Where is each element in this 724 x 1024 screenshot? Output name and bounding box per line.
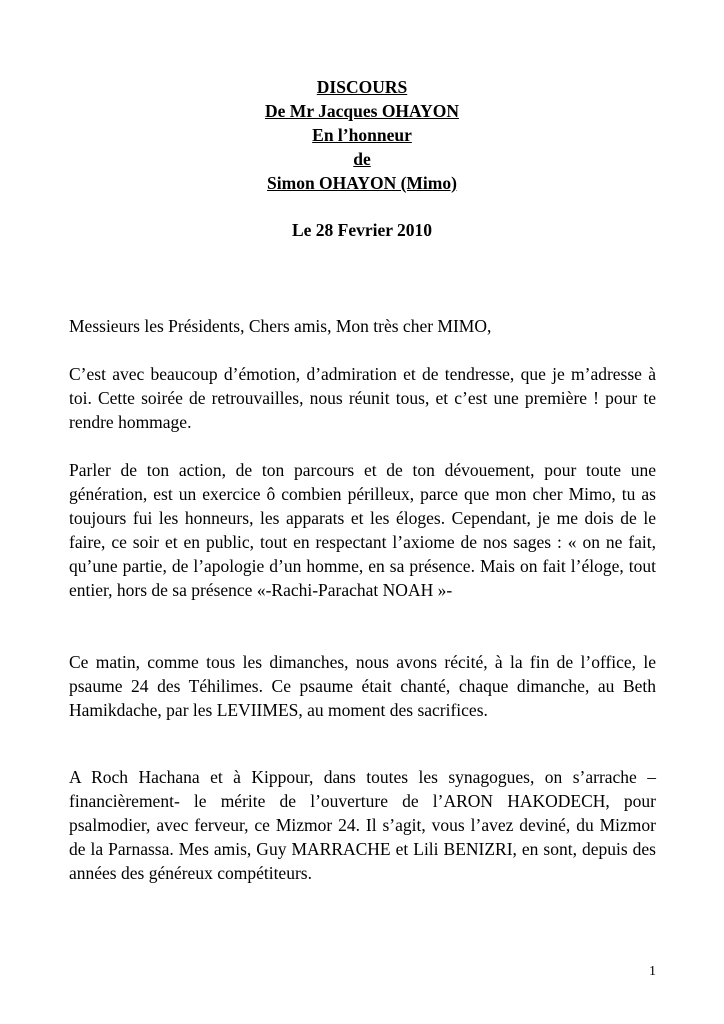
paragraph-text: Parler de ton action, de ton parcours et de ton dévouement, pour toute une génération, est un exercice ô combien périlleux, parce que mon cher Mimo, tu as toujours fui les honneurs, les apparats et les éloges. Cependant, je me dois de le faire, ce soir et en public, tout en respectant l’axiome de nos sages : « on ne fait, qu’une partie, de l’apologie d’un homme, en sa présence. Mais on fait l’éloge, tout entier, hors de sa présence «-Rachi-Parachat NOAH »- (69, 460, 656, 600)
page-number: 1 (649, 964, 656, 979)
paragraph-roch-hachana (69, 765, 656, 885)
title-line-discours: DISCOURS (316, 77, 408, 97)
paragraph-text: Ce matin, comme tous les dimanches, nous avons récité, à la fin de l’office, le psaume 24 des Téhilimes. Ce psaume était chanté, chaque dimanche, au Beth Hamikdache, par les LEVIIMES, au moment des sacrifices. (69, 652, 656, 720)
paragraph-psalm (69, 650, 656, 722)
document-title (0, 75, 724, 195)
document-date: Le 28 Fevrier 2010 (291, 220, 433, 240)
paragraph-salutation (69, 314, 656, 338)
paragraph-action (69, 458, 656, 602)
paragraph-emotion (69, 362, 656, 434)
title-line-honour: En l’honneur (312, 125, 412, 145)
title-line-honoree: Simon OHAYON (Mimo) (267, 173, 457, 193)
paragraph-text: A Roch Hachana et à Kippour, dans toutes les synagogues, on s’arrache –financièrement- le mérite de l’ouverture de l’ARON HAKODECH, pour psalmodier, avec ferveur, ce Mizmor 24. Il s’agit, vous l’avez deviné, du Mizmor de la Parnassa. Mes amis, Guy MARRACHE et Lili BENIZRI, en sont, depuis des années des généreux compétiteurs. (69, 767, 656, 883)
paragraph-text: Messieurs les Présidents, Chers amis, Mon très cher MIMO, (69, 316, 492, 336)
paragraph-text: C’est avec beaucoup d’émotion, d’admiration et de tendresse, que je m’adresse à toi. Cette soirée de retrouvailles, nous réunit tous, et c’est une première ! pour te rendre hommage. (69, 364, 656, 432)
title-line-speaker: De Mr Jacques OHAYON (265, 101, 459, 121)
title-line-de: de (353, 149, 371, 169)
